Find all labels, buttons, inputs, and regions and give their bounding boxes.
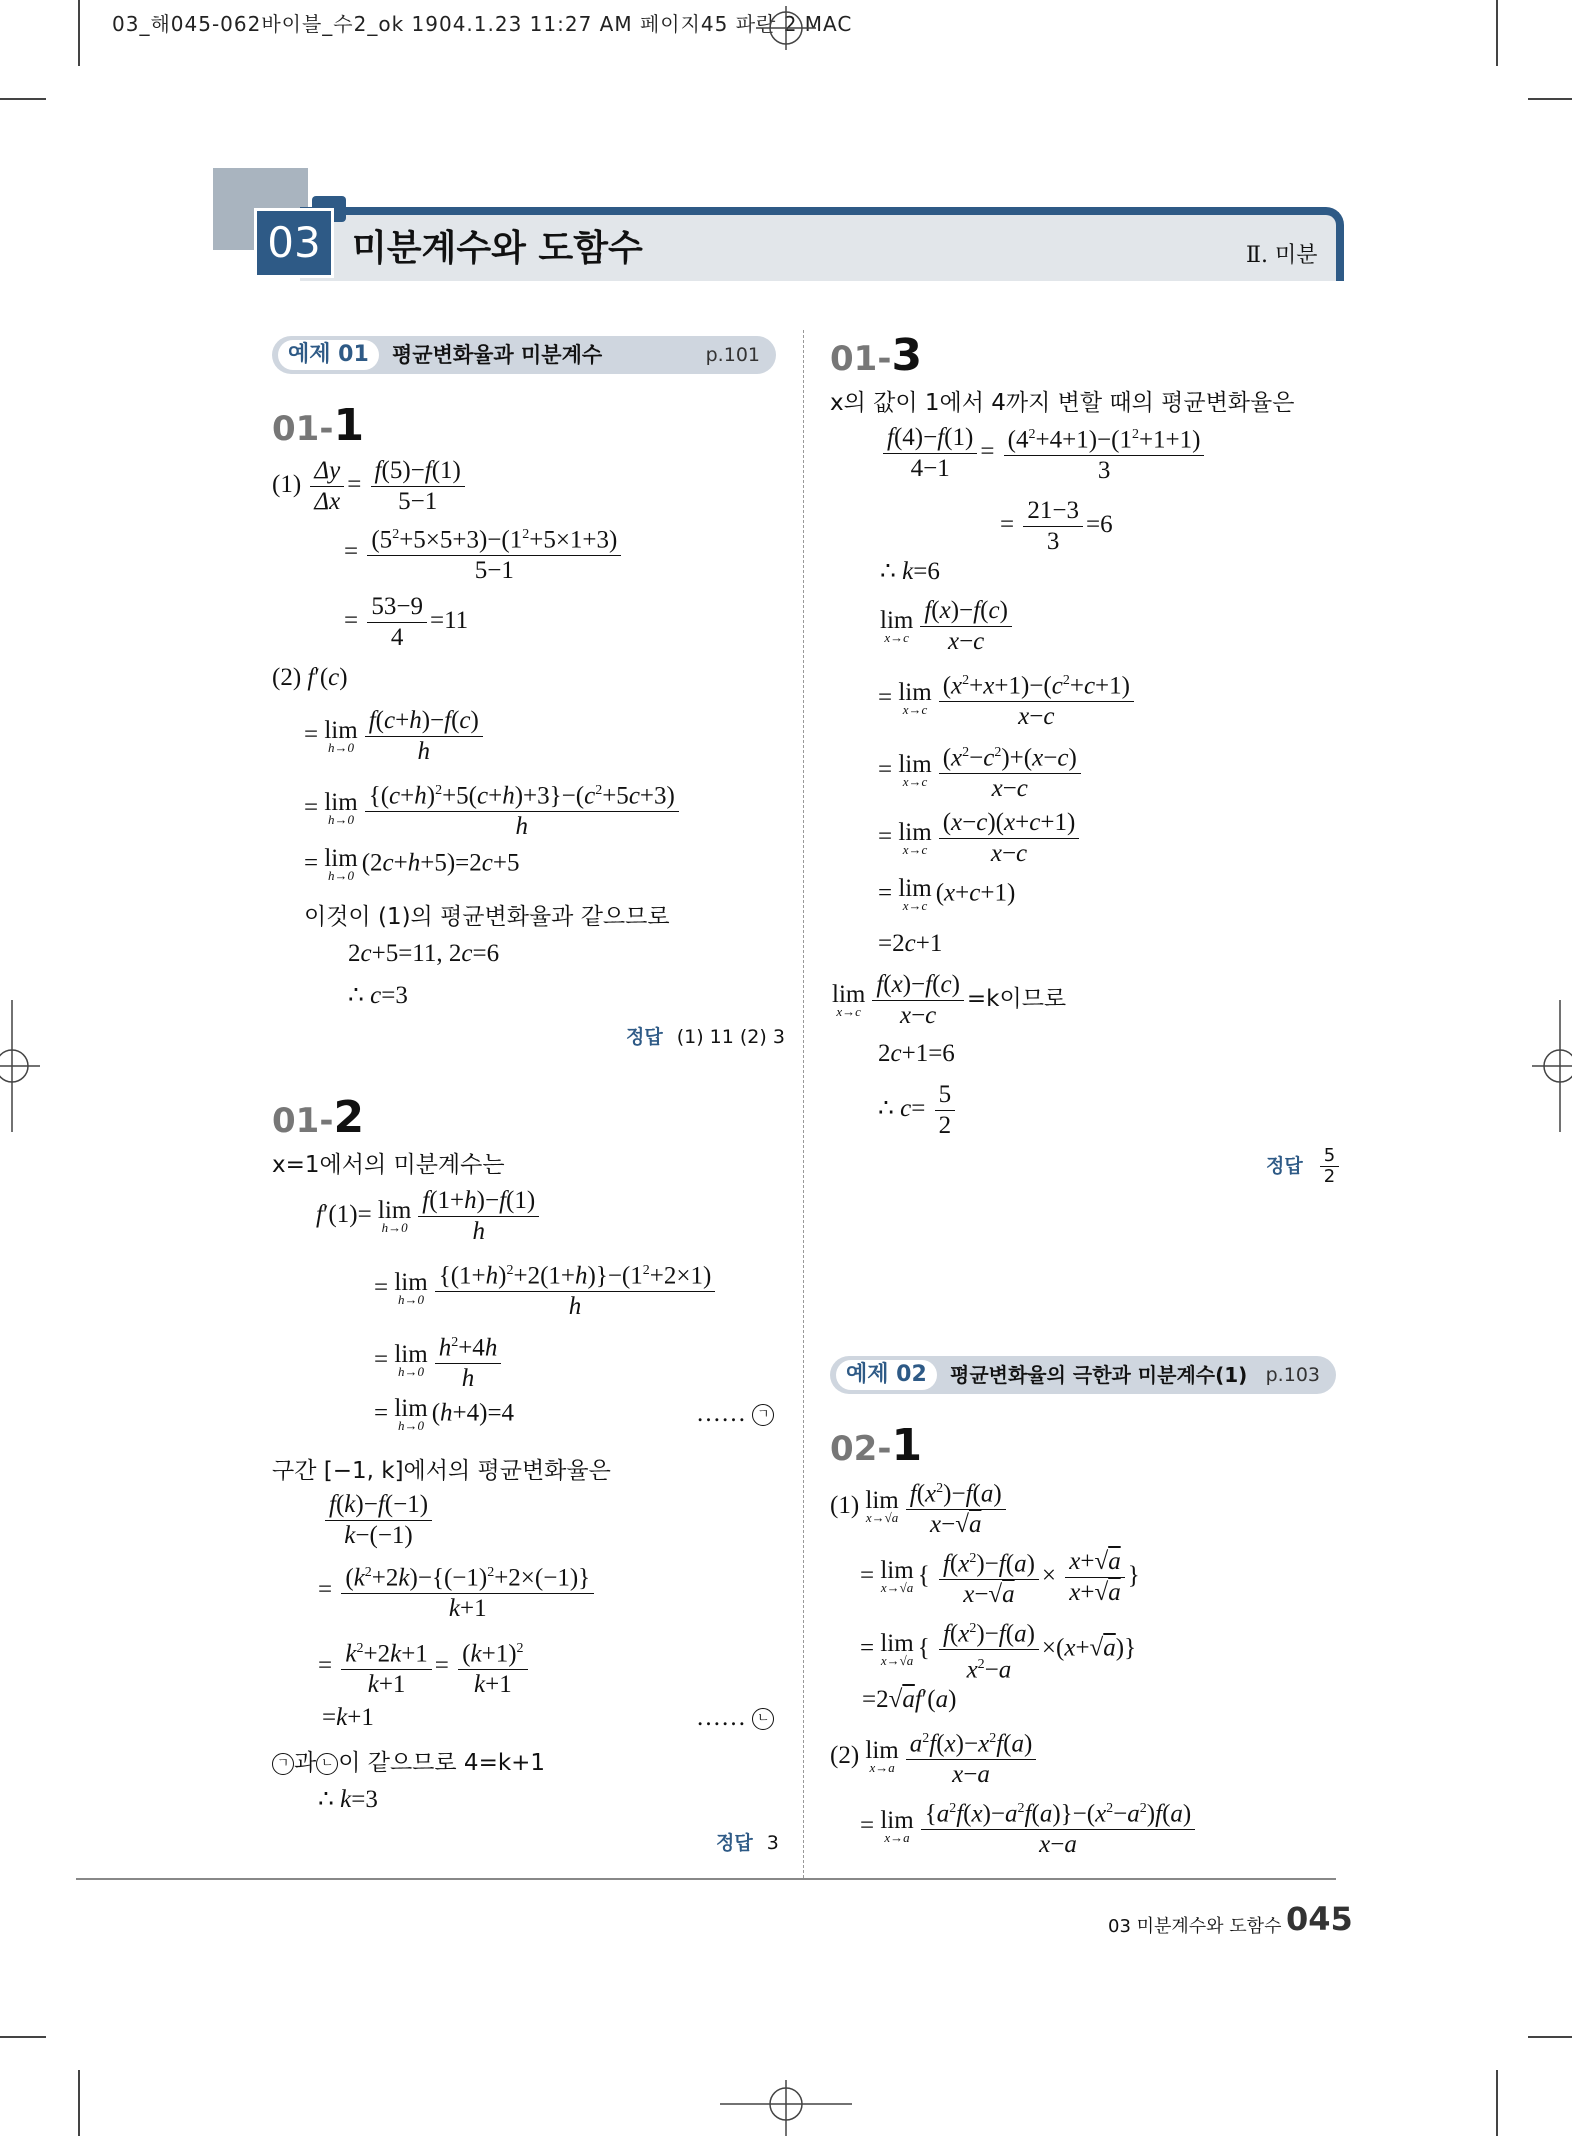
- part-label: Ⅱ. 미분: [1246, 243, 1318, 268]
- registration-mark: [756, 6, 816, 50]
- footer-rule: [76, 1878, 1336, 1880]
- crop-mark: [1528, 98, 1572, 100]
- section-heading: 01-2: [272, 1092, 365, 1143]
- example-02-banner: [830, 1356, 1336, 1394]
- chapter-number: 03: [254, 208, 334, 278]
- section-heading: 01-1: [272, 400, 365, 451]
- registration-mark: [0, 1000, 40, 1132]
- explanation-text: 이것이 (1)의 평균변화율과 같으므로: [304, 904, 670, 930]
- example-01-banner: [272, 336, 776, 374]
- section-heading: 02-1: [830, 1420, 923, 1471]
- crop-mark: [0, 2036, 46, 2038]
- answer-01-2: 정답 3: [716, 1832, 779, 1854]
- example-title: 평균변화율과 미분계수: [392, 343, 603, 367]
- explanation-text: x의 값이 1에서 4까지 변할 때의 평균변화율은: [830, 390, 1295, 416]
- crop-mark: [1496, 2070, 1498, 2136]
- registration-mark: [1532, 1000, 1572, 1132]
- print-header: 03_해045-062바이블_수2_ok 1904.1.23 11:27 AM 페이지45 파란 2 MAC: [112, 12, 853, 36]
- example-page: p.103: [1265, 1364, 1320, 1386]
- crop-mark: [0, 98, 46, 100]
- example-tag: 예제 01: [278, 340, 379, 370]
- crop-mark: [78, 0, 80, 66]
- column-divider: [803, 330, 804, 1878]
- answer-01-1: 정답 (1) 11 (2) 3: [626, 1026, 785, 1048]
- explanation-text: x=1에서의 미분계수는: [272, 1152, 505, 1178]
- example-title: 평균변화율의 극한과 미분계수(1): [950, 1363, 1248, 1387]
- section-heading: 01-3: [830, 330, 923, 381]
- footer-chapter: 03 미분계수와 도함수: [1108, 1916, 1282, 1937]
- registration-mark: [720, 2080, 852, 2136]
- example-page: p.101: [705, 344, 760, 366]
- crop-mark: [78, 2070, 80, 2136]
- crop-mark: [1528, 2036, 1572, 2038]
- example-tag: 예제 02: [836, 1360, 937, 1390]
- explanation-text: 구간 [−1, k]에서의 평균변화율은: [272, 1458, 611, 1484]
- page-number: 045: [1286, 1900, 1353, 1938]
- answer-01-3: 정답 $\frac{5}{2}$: [1266, 1146, 1342, 1187]
- chapter-title: 미분계수와 도함수: [352, 228, 643, 269]
- crop-mark: [1496, 0, 1498, 66]
